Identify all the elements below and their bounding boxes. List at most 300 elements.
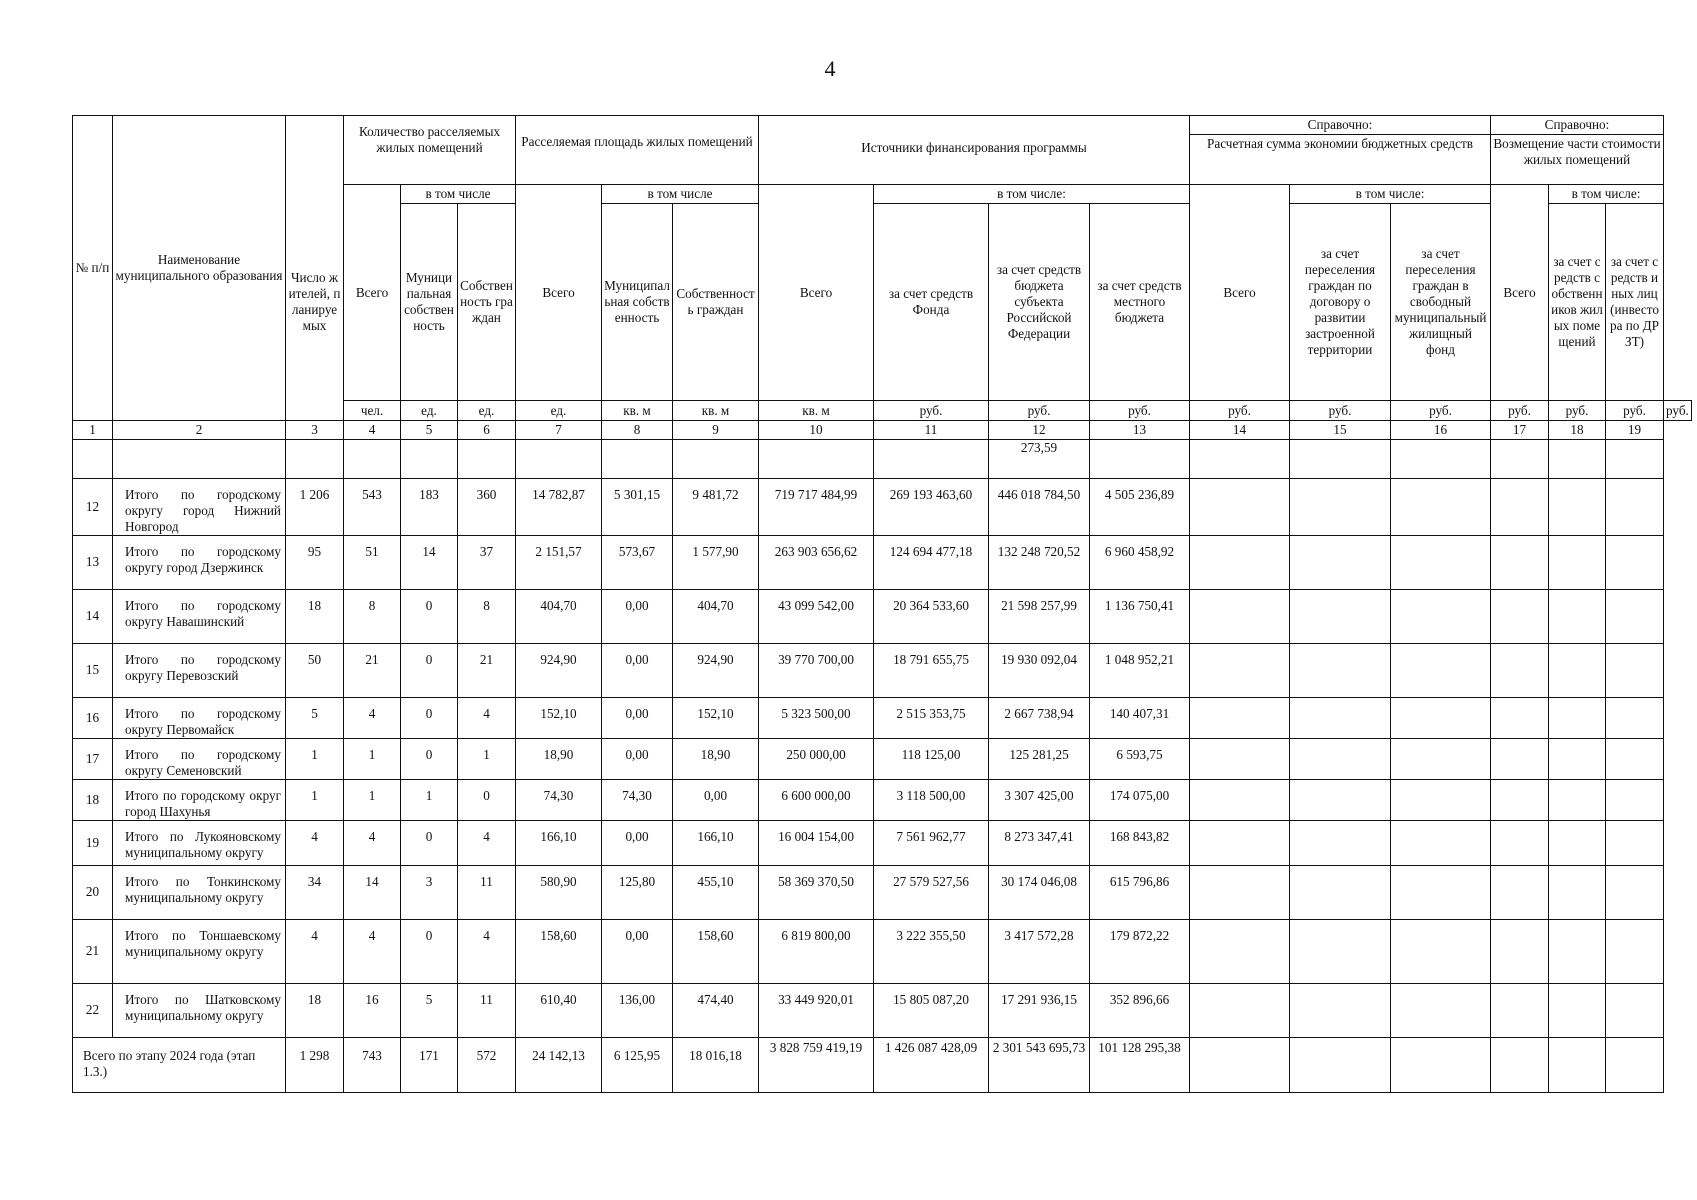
unit-cell: руб. <box>1491 401 1549 421</box>
empty-cell <box>1606 440 1664 479</box>
empty-cell <box>1391 698 1491 739</box>
empty-cell <box>73 440 113 479</box>
row-value: 615 796,86 <box>1090 866 1190 920</box>
row-value: 74,30 <box>516 780 602 821</box>
empty-cell <box>1391 920 1491 984</box>
empty-cell <box>286 440 344 479</box>
empty-cell <box>1190 739 1290 780</box>
column-number-cell: 4 <box>344 421 401 440</box>
header-compensation-including: в том числе: <box>1549 185 1664 204</box>
empty-cell <box>1391 739 1491 780</box>
row-value: 573,67 <box>602 536 673 590</box>
unit-cell: ед. <box>516 401 602 421</box>
column-number-cell: 11 <box>874 421 989 440</box>
row-name: Итого по городскому округ город Шахунья <box>113 780 286 821</box>
empty-cell <box>1391 866 1491 920</box>
header-compensation-group: Возмещение части стоимости жилых помещений <box>1491 135 1664 185</box>
header-quantity-total: Всего <box>344 185 401 401</box>
empty-cell <box>1606 920 1664 984</box>
empty-cell <box>1391 536 1491 590</box>
empty-cell <box>1606 536 1664 590</box>
empty-cell <box>1549 920 1606 984</box>
total-value: 743 <box>344 1038 401 1093</box>
row-value: 610,40 <box>516 984 602 1038</box>
header-area-including: в том числе <box>602 185 759 204</box>
unit-cell: кв. м <box>759 401 874 421</box>
header-fund: за счет средств Фонда <box>874 204 989 401</box>
row-value: 158,60 <box>673 920 759 984</box>
empty-cell <box>1391 644 1491 698</box>
header-sources-including: в том числе: <box>874 185 1190 204</box>
empty-cell <box>1391 984 1491 1038</box>
header-savings-development: за счет переселения граждан по договору о развитии застроенной территории <box>1290 204 1391 401</box>
header-num: № п/п <box>73 116 113 421</box>
row-value: 14 <box>344 866 401 920</box>
empty-cell <box>1290 698 1391 739</box>
header-residents: Число жителей, планируемых <box>286 116 344 421</box>
column-number-cell: 3 <box>286 421 344 440</box>
row-value: 0,00 <box>602 698 673 739</box>
total-value: 6 125,95 <box>602 1038 673 1093</box>
empty-cell <box>1491 739 1549 780</box>
row-name: Итого по городскому округу Семеновский <box>113 739 286 780</box>
row-name: Итого по городскому округу город Дзержинск <box>113 536 286 590</box>
empty-cell <box>1090 440 1190 479</box>
empty-cell <box>1606 1038 1664 1093</box>
total-label: Всего по этапу 2024 года (этап 1.3.) <box>73 1038 286 1093</box>
row-value: 3 417 572,28 <box>989 920 1090 984</box>
row-name: Итого по городскому округу Первомайск <box>113 698 286 739</box>
header-compensation-total: Всего <box>1491 185 1549 401</box>
row-value: 17 291 936,15 <box>989 984 1090 1038</box>
column-number-cell: 5 <box>401 421 458 440</box>
row-value: 4 <box>286 821 344 866</box>
unit-cell: руб. <box>1090 401 1190 421</box>
empty-cell <box>1391 590 1491 644</box>
column-number-cell: 9 <box>673 421 759 440</box>
row-number: 14 <box>73 590 113 644</box>
row-value: 0,00 <box>673 780 759 821</box>
header-compensation-others: за счет средств иных лиц (инвестора по ДРЗТ) <box>1606 204 1664 401</box>
empty-cell <box>1190 698 1290 739</box>
row-value: 0 <box>401 739 458 780</box>
empty-cell <box>1549 698 1606 739</box>
row-value: 0,00 <box>602 821 673 866</box>
row-value: 166,10 <box>673 821 759 866</box>
empty-cell <box>1190 536 1290 590</box>
row-value: 250 000,00 <box>759 739 874 780</box>
empty-cell <box>1606 590 1664 644</box>
header-compensation-owners: за счет средств собственников жилых помещений <box>1549 204 1606 401</box>
empty-cell <box>1549 821 1606 866</box>
empty-cell <box>1549 536 1606 590</box>
row-value: 5 323 500,00 <box>759 698 874 739</box>
row-value: 9 481,72 <box>673 479 759 536</box>
column-number-cell: 12 <box>989 421 1090 440</box>
empty-cell <box>1606 984 1664 1038</box>
row-value: 5 <box>401 984 458 1038</box>
row-value: 0,00 <box>602 644 673 698</box>
empty-cell <box>1290 920 1391 984</box>
header-quantity-citizens: Собственность граждан <box>458 204 516 401</box>
empty-cell <box>1290 984 1391 1038</box>
row-value: 1 <box>401 780 458 821</box>
row-value: 18,90 <box>516 739 602 780</box>
row-value: 446 018 784,50 <box>989 479 1090 536</box>
row-value: 1 206 <box>286 479 344 536</box>
row-value: 21 <box>344 644 401 698</box>
table-row <box>73 536 1692 590</box>
column-number-cell: 8 <box>602 421 673 440</box>
row-value: 5 <box>286 698 344 739</box>
unit-cell: руб. <box>1391 401 1491 421</box>
row-value: 455,10 <box>673 866 759 920</box>
empty-cell <box>1491 479 1549 536</box>
table-row <box>73 821 1692 866</box>
empty-cell <box>1290 866 1391 920</box>
empty-cell <box>1549 479 1606 536</box>
empty-cell <box>1391 440 1491 479</box>
row-value: 1 <box>286 780 344 821</box>
row-value: 0 <box>401 644 458 698</box>
column-number-cell: 13 <box>1090 421 1190 440</box>
row-value: 719 717 484,99 <box>759 479 874 536</box>
empty-cell <box>1549 984 1606 1038</box>
row-value: 4 <box>458 698 516 739</box>
row-value: 0,00 <box>602 739 673 780</box>
unit-cell: руб. <box>1190 401 1290 421</box>
total-value: 572 <box>458 1038 516 1093</box>
empty-cell <box>1290 1038 1391 1093</box>
row-value: 14 <box>401 536 458 590</box>
table-row <box>73 780 1692 821</box>
row-value: 924,90 <box>516 644 602 698</box>
header-area-total: Всего <box>516 185 602 401</box>
column-number-cell: 18 <box>1549 421 1606 440</box>
empty-cell <box>1491 1038 1549 1093</box>
row-value: 125,80 <box>602 866 673 920</box>
row-value: 118 125,00 <box>874 739 989 780</box>
empty-cell <box>1549 1038 1606 1093</box>
table-row <box>73 644 1692 698</box>
row-value: 2 667 738,94 <box>989 698 1090 739</box>
column-number-cell: 7 <box>516 421 602 440</box>
table-row <box>73 866 1692 920</box>
empty-cell <box>1606 644 1664 698</box>
row-value: 2 515 353,75 <box>874 698 989 739</box>
empty-cell <box>1491 780 1549 821</box>
row-value: 158,60 <box>516 920 602 984</box>
row-value: 95 <box>286 536 344 590</box>
empty-cell <box>1549 780 1606 821</box>
column-number-cell: 1 <box>73 421 113 440</box>
row-value: 4 <box>286 920 344 984</box>
row-value: 6 593,75 <box>1090 739 1190 780</box>
row-number: 15 <box>73 644 113 698</box>
row-value: 352 896,66 <box>1090 984 1190 1038</box>
empty-cell <box>1190 440 1290 479</box>
empty-cell <box>516 440 602 479</box>
header-area-group: Расселяемая площадь жилых помещений <box>516 116 759 185</box>
row-value: 43 099 542,00 <box>759 590 874 644</box>
column-number-cell: 10 <box>759 421 874 440</box>
row-value: 0 <box>458 780 516 821</box>
row-value: 1 577,90 <box>673 536 759 590</box>
total-value: 101 128 295,38 <box>1090 1038 1190 1093</box>
empty-cell <box>1290 780 1391 821</box>
unit-cell: ед. <box>458 401 516 421</box>
row-value: 3 222 355,50 <box>874 920 989 984</box>
empty-cell <box>602 440 673 479</box>
row-name: Итого по городскому округу город Нижний Новгород <box>113 479 286 536</box>
row-value: 4 <box>344 821 401 866</box>
empty-cell <box>1549 590 1606 644</box>
header-quantity-including: в том числе <box>401 185 516 204</box>
row-value: 0 <box>401 920 458 984</box>
empty-cell <box>1549 644 1606 698</box>
total-value: 171 <box>401 1038 458 1093</box>
empty-cell <box>1190 866 1290 920</box>
row-value: 166,10 <box>516 821 602 866</box>
empty-cell <box>1391 479 1491 536</box>
row-value: 1 <box>286 739 344 780</box>
row-value: 7 561 962,77 <box>874 821 989 866</box>
row-number: 19 <box>73 821 113 866</box>
row-value: 8 <box>458 590 516 644</box>
unit-cell: чел. <box>344 401 401 421</box>
empty-cell <box>113 440 286 479</box>
carryover-cell: 273,59 <box>989 440 1090 479</box>
unit-cell: руб. <box>874 401 989 421</box>
header-savings-free-fund: за счет переселения граждан в свободный муниципальный жилищный фонд <box>1391 204 1491 401</box>
row-value: 3 118 500,00 <box>874 780 989 821</box>
header-reference-compensation: Справочно: <box>1491 116 1664 135</box>
row-value: 152,10 <box>673 698 759 739</box>
row-value: 27 579 527,56 <box>874 866 989 920</box>
row-value: 8 <box>344 590 401 644</box>
row-value: 16 004 154,00 <box>759 821 874 866</box>
unit-cell: ед. <box>401 401 458 421</box>
row-value: 18 <box>286 984 344 1038</box>
row-value: 21 <box>458 644 516 698</box>
row-value: 5 301,15 <box>602 479 673 536</box>
empty-cell <box>1190 479 1290 536</box>
empty-cell <box>1491 698 1549 739</box>
empty-cell <box>1391 780 1491 821</box>
row-value: 0,00 <box>602 590 673 644</box>
empty-cell <box>1190 821 1290 866</box>
row-value: 8 273 347,41 <box>989 821 1090 866</box>
empty-cell <box>1549 866 1606 920</box>
empty-cell <box>1606 866 1664 920</box>
empty-cell <box>458 440 516 479</box>
row-value: 50 <box>286 644 344 698</box>
row-value: 404,70 <box>516 590 602 644</box>
row-value: 6 819 800,00 <box>759 920 874 984</box>
row-value: 136,00 <box>602 984 673 1038</box>
row-value: 4 505 236,89 <box>1090 479 1190 536</box>
row-value: 404,70 <box>673 590 759 644</box>
row-value: 474,40 <box>673 984 759 1038</box>
row-value: 14 782,87 <box>516 479 602 536</box>
empty-cell <box>1391 821 1491 866</box>
empty-cell <box>1290 479 1391 536</box>
header-savings-total: Всего <box>1190 185 1290 401</box>
row-value: 580,90 <box>516 866 602 920</box>
row-value: 19 930 092,04 <box>989 644 1090 698</box>
table-row <box>73 698 1692 739</box>
row-value: 3 <box>401 866 458 920</box>
row-number: 17 <box>73 739 113 780</box>
empty-cell <box>1190 780 1290 821</box>
unit-cell: кв. м <box>602 401 673 421</box>
row-value: 18,90 <box>673 739 759 780</box>
empty-cell <box>1190 590 1290 644</box>
resettlement-table <box>72 115 1692 1093</box>
row-name: Итого по Тонкинскому муниципальному округу <box>113 866 286 920</box>
column-number-cell: 2 <box>113 421 286 440</box>
row-value: 152,10 <box>516 698 602 739</box>
empty-cell <box>1549 739 1606 780</box>
column-number-cell: 16 <box>1391 421 1491 440</box>
row-value: 269 193 463,60 <box>874 479 989 536</box>
total-value: 2 301 543 695,73 <box>989 1038 1090 1093</box>
row-value: 11 <box>458 984 516 1038</box>
row-value: 6 600 000,00 <box>759 780 874 821</box>
empty-cell <box>1606 479 1664 536</box>
unit-cell: руб. <box>1290 401 1391 421</box>
empty-cell <box>874 440 989 479</box>
column-number-row <box>73 421 1692 440</box>
total-value: 1 426 087 428,09 <box>874 1038 989 1093</box>
row-number: 20 <box>73 866 113 920</box>
row-value: 2 151,57 <box>516 536 602 590</box>
empty-cell <box>1190 920 1290 984</box>
empty-cell <box>1491 920 1549 984</box>
total-value: 1 298 <box>286 1038 344 1093</box>
total-row <box>73 1038 1692 1093</box>
row-value: 0,00 <box>602 920 673 984</box>
row-value: 58 369 370,50 <box>759 866 874 920</box>
row-value: 1 <box>344 739 401 780</box>
empty-cell <box>1491 821 1549 866</box>
row-value: 21 598 257,99 <box>989 590 1090 644</box>
table-row <box>73 984 1692 1038</box>
empty-cell <box>1491 984 1549 1038</box>
empty-cell <box>401 440 458 479</box>
row-value: 0 <box>401 590 458 644</box>
row-value: 0 <box>401 821 458 866</box>
table-row <box>73 739 1692 780</box>
row-value: 15 805 087,20 <box>874 984 989 1038</box>
unit-cell: кв. м <box>673 401 759 421</box>
empty-cell <box>1290 590 1391 644</box>
row-value: 18 <box>286 590 344 644</box>
header-quantity-group: Количество расселяемых жилых помещений <box>344 116 516 185</box>
unit-cell: руб. <box>1664 401 1692 421</box>
row-value: 924,90 <box>673 644 759 698</box>
row-name: Итого по городскому округу Перевозский <box>113 644 286 698</box>
carryover-row <box>73 440 1692 479</box>
row-value: 74,30 <box>602 780 673 821</box>
empty-cell <box>1491 644 1549 698</box>
row-value: 30 174 046,08 <box>989 866 1090 920</box>
empty-cell <box>1290 821 1391 866</box>
row-value: 4 <box>458 920 516 984</box>
header-area-municipal: Муниципальная собственность <box>602 204 673 401</box>
header-savings-including: в том числе: <box>1290 185 1491 204</box>
row-value: 4 <box>344 920 401 984</box>
column-number-cell: 6 <box>458 421 516 440</box>
header-name: Наименование муниципального образования <box>113 116 286 421</box>
empty-cell <box>1491 590 1549 644</box>
row-value: 140 407,31 <box>1090 698 1190 739</box>
unit-cell: руб. <box>1606 401 1664 421</box>
row-value: 3 307 425,00 <box>989 780 1090 821</box>
empty-cell <box>1190 1038 1290 1093</box>
header-area-citizens: Собственность граждан <box>673 204 759 401</box>
empty-cell <box>1491 536 1549 590</box>
table-row <box>73 479 1692 536</box>
row-value: 1 136 750,41 <box>1090 590 1190 644</box>
row-value: 4 <box>458 821 516 866</box>
row-number: 22 <box>73 984 113 1038</box>
header-sources-group: Источники финансирования программы <box>759 116 1190 185</box>
empty-cell <box>673 440 759 479</box>
row-value: 33 449 920,01 <box>759 984 874 1038</box>
row-value: 37 <box>458 536 516 590</box>
header-row-1 <box>73 116 1692 135</box>
header-subject-budget: за счет средств бюджета субъекта Российской Федерации <box>989 204 1090 401</box>
page-number: 4 <box>824 56 836 81</box>
table-row <box>73 590 1692 644</box>
empty-cell <box>1190 644 1290 698</box>
column-number-cell: 14 <box>1190 421 1290 440</box>
row-value: 124 694 477,18 <box>874 536 989 590</box>
empty-cell <box>1290 739 1391 780</box>
row-name: Итого по Лукояновскому муниципальному округу <box>113 821 286 866</box>
total-value: 24 142,13 <box>516 1038 602 1093</box>
row-value: 360 <box>458 479 516 536</box>
row-value: 20 364 533,60 <box>874 590 989 644</box>
row-value: 39 770 700,00 <box>759 644 874 698</box>
empty-cell <box>1606 698 1664 739</box>
row-name: Итого по Шатковскому муниципальному округу <box>113 984 286 1038</box>
row-number: 12 <box>73 479 113 536</box>
row-name: Итого по Тоншаевскому муниципальному округу <box>113 920 286 984</box>
empty-cell <box>1290 536 1391 590</box>
column-number-cell: 15 <box>1290 421 1391 440</box>
row-value: 34 <box>286 866 344 920</box>
row-value: 1 <box>344 780 401 821</box>
row-value: 125 281,25 <box>989 739 1090 780</box>
row-number: 13 <box>73 536 113 590</box>
empty-cell <box>1606 780 1664 821</box>
row-value: 16 <box>344 984 401 1038</box>
header-savings-group: Расчетная сумма экономии бюджетных средств <box>1190 135 1491 185</box>
column-number-cell: 19 <box>1606 421 1664 440</box>
unit-cell: руб. <box>1549 401 1606 421</box>
row-value: 0 <box>401 698 458 739</box>
row-value: 183 <box>401 479 458 536</box>
row-name: Итого по городскому округу Навашинский <box>113 590 286 644</box>
empty-cell <box>1290 440 1391 479</box>
header-reference-savings: Справочно: <box>1190 116 1491 135</box>
empty-cell <box>1391 1038 1491 1093</box>
empty-cell <box>1549 440 1606 479</box>
table-row <box>73 920 1692 984</box>
empty-cell <box>344 440 401 479</box>
